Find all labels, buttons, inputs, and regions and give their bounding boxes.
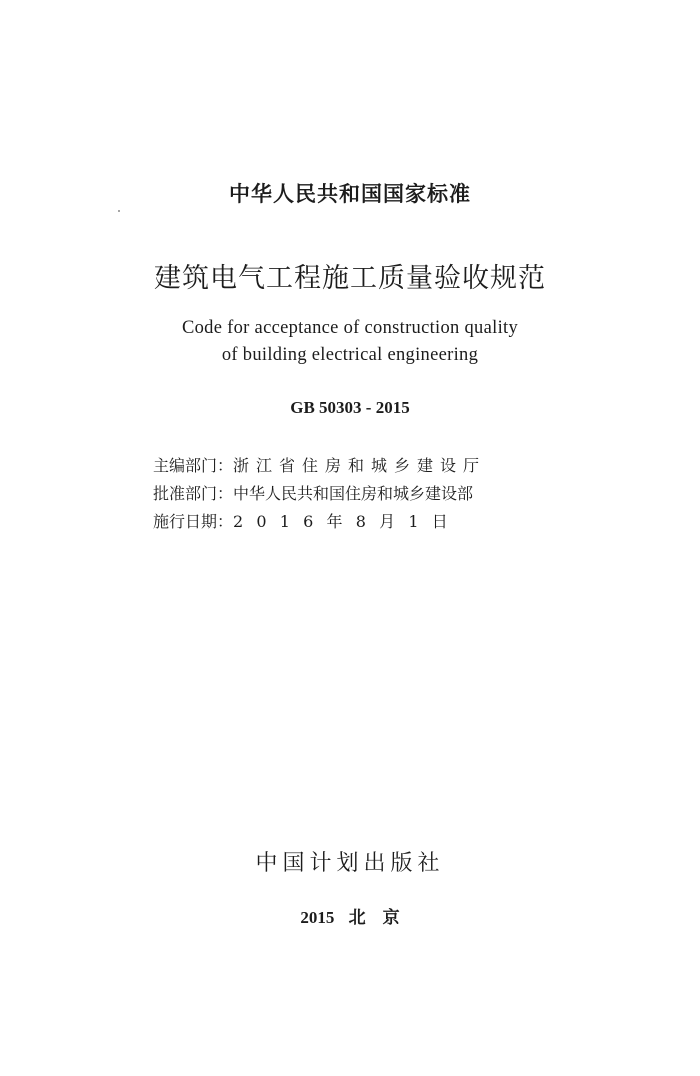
english-title-line-1: Code for acceptance of construction quality [181, 318, 518, 338]
standard-class: 中华人民共和国国家标准 [229, 182, 471, 206]
publisher: 中国计划出版社 [255, 851, 445, 876]
standard-number: GB 50303 - 2015 [290, 398, 410, 417]
approver-row [153, 480, 553, 508]
publication-city: 北 京 [348, 908, 400, 927]
chief-editor-row [153, 452, 553, 480]
effective-date-label: 施行日期： [153, 512, 234, 531]
chief-editor-value: 浙江省住房和城乡建设厅 [233, 456, 487, 475]
approver-value: 中华人民共和国住房和城乡建设部 [233, 484, 474, 503]
scan-speck [118, 210, 120, 212]
publication-year: 2015 [300, 908, 335, 927]
effective-date-row [153, 508, 553, 536]
approver-label: 批准部门： [153, 484, 234, 503]
chief-editor-label: 主编部门： [153, 456, 234, 475]
effective-date-value: 2016年8月1日 [233, 512, 461, 531]
publication-line [0, 903, 700, 928]
english-title-line-2: of building electrical engineering [221, 345, 479, 365]
chinese-title: 建筑电气工程施工质量验收规范 [154, 263, 546, 294]
issuing-info [153, 452, 553, 536]
